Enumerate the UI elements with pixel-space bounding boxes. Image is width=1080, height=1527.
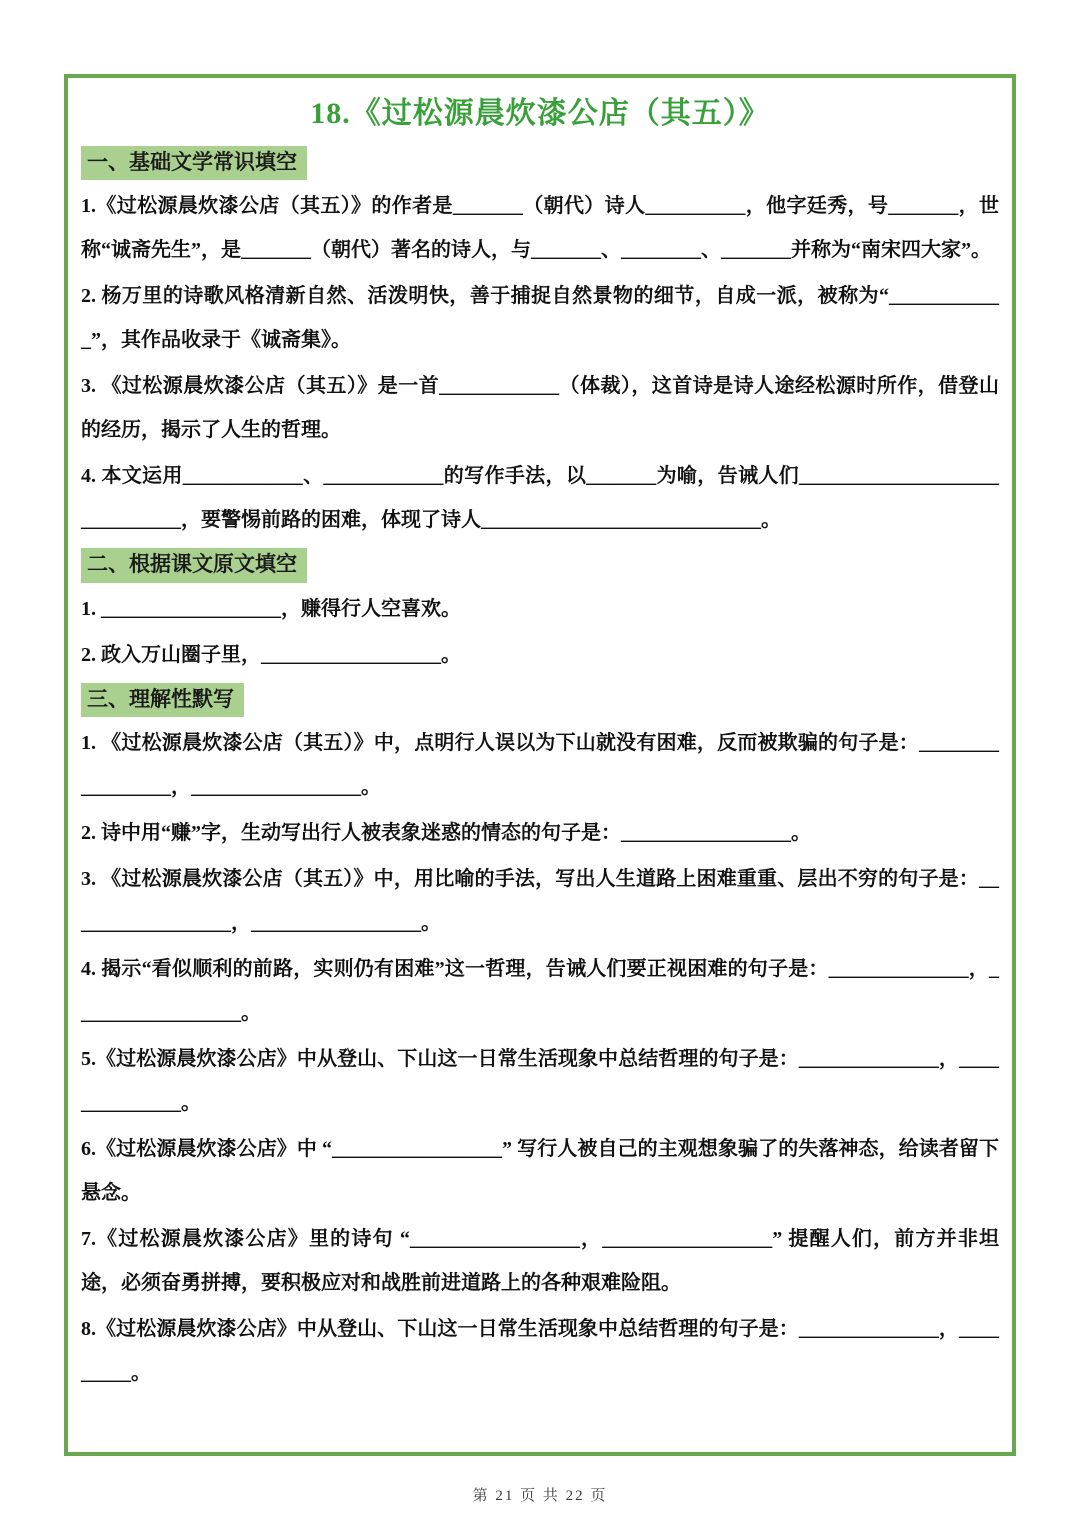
question-item: 1. __________________，赚得行人空喜欢。	[81, 597, 461, 620]
question-item: 6.《过松源晨炊漆公店》中 “_________________” 写行人被自己的主观想象骗了的失落神态，给读者留下悬念。	[81, 1138, 999, 1205]
question-item: 7.《过松源晨炊漆公店》里的诗句 “_________________，_________________” 提醒人们，前方并非坦途，必须奋勇拼搏，要积极应对和战胜前进道路上的各种艰难险阻。	[81, 1228, 999, 1295]
section-comprehension-dictation	[81, 679, 999, 1395]
section-basic-knowledge	[81, 142, 999, 542]
question-item: 3. 《过松源晨炊漆公店（其五）》中，用比喻的手法，写出人生道路上困难重重、层出不穷的句子是：_________________，_________________。	[81, 868, 999, 935]
question-item: 2. 诗中用“赚”字，生动写出行人被表象迷惑的情态的句子是：_________________。	[81, 822, 811, 845]
question-item: 1. 《过松源晨炊漆公店（其五）》中，点明行人误以为下山就没有困难，反而被欺骗的句子是：_________________，_________________。	[81, 732, 999, 799]
question-item: 2. 政入万山圈子里，__________________。	[81, 643, 461, 666]
page-footer: 第 21 页 共 22 页	[472, 1488, 608, 1504]
question-item: 3. 《过松源晨炊漆公店（其五）》是一首____________（体裁），这首诗是诗人途经松源时所作，借登山的经历，揭示了人生的哲理。	[81, 375, 999, 442]
page-title: 18.《过松源晨炊漆公店（其五）》	[310, 97, 770, 130]
section-heading-1: 一、基础文学常识填空	[81, 146, 307, 180]
section-heading-3: 三、理解性默写	[81, 683, 244, 717]
question-item: 2. 杨万里的诗歌风格清新自然、活泼明快，善于捕捉自然景物的细节，自成一派，被称为“____________”，其作品收录于《诚斋集》。	[81, 285, 999, 352]
section-heading-2: 二、根据课文原文填空	[81, 548, 307, 582]
question-item: 1.《过松源晨炊漆公店（其五）》的作者是_______（朝代）诗人__________，他字廷秀，号_______，世称“诚斋先生”，是_______（朝代）著名的诗人，与_______、________、_______并称为“南宋四大家”。	[81, 195, 999, 262]
worksheet-border-frame	[64, 74, 1016, 1456]
question-item: 4. 揭示“看似顺利的前路，实则仍有困难”这一哲理，告诫人们要正视困难的句子是：______________，_________________。	[81, 958, 999, 1025]
section-original-text-fill	[81, 544, 999, 676]
question-item: 5.《过松源晨炊漆公店》中从登山、下山这一日常生活现象中总结哲理的句子是：______________，______________。	[81, 1048, 999, 1115]
question-item: 8.《过松源晨炊漆公店》中从登山、下山这一日常生活现象中总结哲理的句子是：______________，_________。	[81, 1318, 999, 1385]
question-item: 4. 本文运用____________、____________的写作手法，以_______为喻，告诫人们______________________________，要警惕前路的困难，体现了诗人____________________________。	[81, 465, 999, 532]
